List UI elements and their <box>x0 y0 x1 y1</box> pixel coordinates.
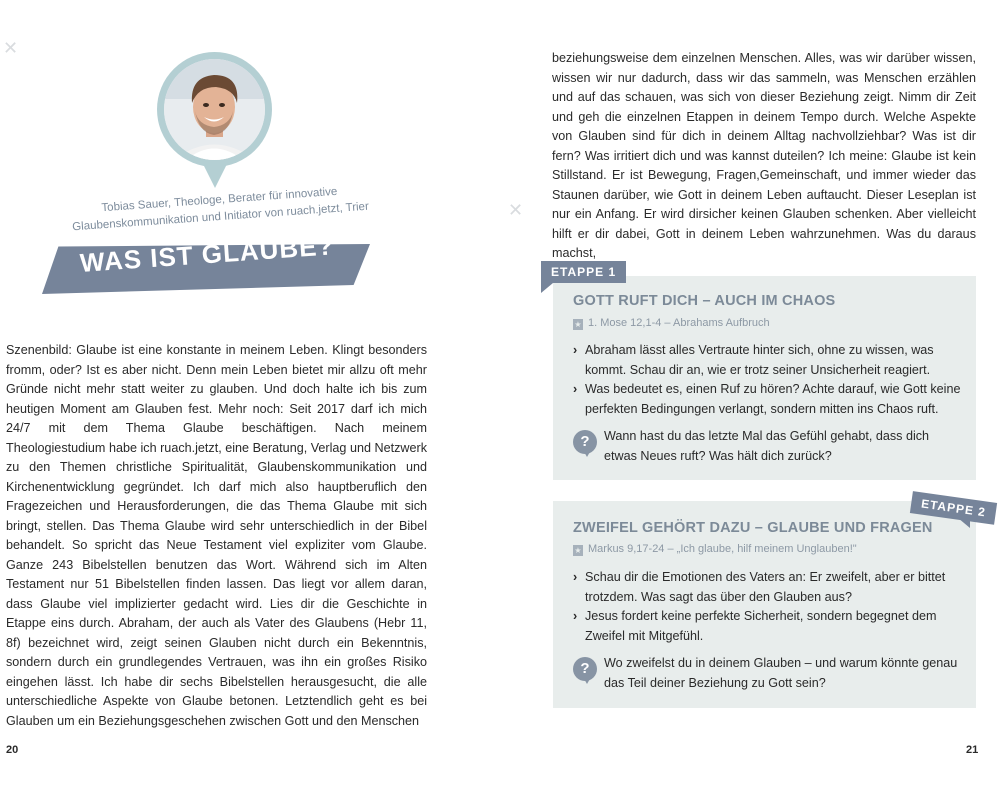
close-mark-icon: ✕ <box>508 200 524 221</box>
close-mark-icon: ✕ <box>3 38 19 59</box>
author-photo <box>164 59 265 160</box>
stage-bullets <box>573 341 965 419</box>
body-paragraph: beziehungsweise dem einzelnen Menschen. Alles, was wir darüber wissen, wissen wir nur dadurch, dass wir das sammeln, was Menschen erzählen und auf das schauen, was sich von dieser Beziehung zeigt. Nimm dir Zeit und geh die einzelnen Etappen in deinem Tempo durch. Welche Aspekte von Glauben sind für dich in deinem Alltag nachvollziehbar? Was ist dir fern? Was irritiert dich und was kannst duteilen? Ich meine: Glaube ist kein Stillstand. Er ist Bewegung, Fragen,Gemeinschaft, und immer wieder das Staunen darüber, wie Gott in deinem Leben auftaucht. Dieser Leseplan ist nur ein Anfang. Er wird dirsicher keinen Glauben schenken. Aber vielleicht hilft er dir dabei, Gott in deinem Leben wahrzunehmen. Was du daraus machst, <box>552 51 976 260</box>
list-item: › Schau dir die Emotionen des Vaters an: Er zweifelt, aber er bittet trotzdem. Was sagt das über den Glauben aus? <box>573 568 965 607</box>
bookmark-icon: ★ <box>574 320 582 329</box>
list-item: › Was bedeutet es, einen Ruf zu hören? Achte darauf, wie Gott keine perfekten Bedingungen verlangt, sondern mitten ins Chaos ruft. <box>573 380 965 419</box>
question-bubble-icon: ? <box>573 430 597 454</box>
stage-question: ? Wann hast du das letzte Mal das Gefühl gehabt, dass dich etwas Neues ruft? Was hält dich zurück? <box>573 427 963 466</box>
stage-title: ZWEIFEL GEHÖRT DAZU – GLAUBE UND FRAGEN <box>573 520 933 536</box>
list-item: › Abraham lässt alles Vertraute hinter sich, ohne zu wissen, was kommt. Schau dir an, wie er trotz seiner Unsicherheit reagiert. <box>573 341 965 380</box>
stage-title: GOTT RUFT DICH – AUCH IM CHAOS <box>573 293 836 309</box>
stage-reference: ★ Markus 9,17-24 – „Ich glaube, hilf meinem Unglauben!" <box>574 543 857 555</box>
stage-bullets <box>573 568 965 646</box>
page-number-left: 20 <box>6 744 19 756</box>
body-text-right <box>552 49 976 264</box>
stage-tag-1: ETAPPE 1 <box>541 261 626 283</box>
right-page <box>500 0 1000 800</box>
page-number-right: 21 <box>966 744 979 756</box>
stage-tag-2: ETAPPE 2 <box>910 491 997 525</box>
bookmark-icon: ★ <box>574 546 582 555</box>
body-text-left <box>6 341 427 731</box>
question-bubble-icon: ? <box>573 657 597 681</box>
list-item: › Jesus fordert keine perfekte Sicherheit, sondern begegnet dem Zweifel mit Mitgefühl. <box>573 607 965 646</box>
page-title: WAS IST GLAUBE? <box>78 230 336 278</box>
body-paragraph: Szenenbild: Glaube ist eine konstante in meinem Leben. Klingt besonders fromm, oder? Ist es aber nicht. Denn mein Leben bietet mir allzu oft mehr Gründe nicht mehr statt weiter zu glauben. Und doch halte ich bis zum heutigen Moment am Glauben fest. Mehr noch: Seit 2017 darf ich mich 24/7 mit dem Thema Glaube beschäftigen. Nach meinem Theologiestudium habe ich ruach.jetzt, eine Beratung, Verlag und Netzwerk zu den Themen christliche Spiritualität, Glaubenskommunikation und Kirchenentwicklung gegründet. Ich darf mich also hauptberuflich den Fragezeichen und Herausforderungen, die das Thema Glaube mit sich bringt, stellen. Das Thema Glaube wird sehr unterschiedlich in der Bibel behandelt. So spricht das Neue Testament viel expliziter vom Glaube. Ganze 243 Bibelstellen benutzen das Wort. Während sich im Alten Testament nur 51 Bibelstellen finden lassen. Das liegt vor allem daran, dass Glaube viel implizierter gedacht wird. Lies dir die Geschichte in Etappe eins durch. Abraham, der auch als Vater des Glaubens (Hebr 11, 8f) bezeichnet wird, zeigt seinen Glauben nicht durch ein Bekenntnis, sondern durch ein grundlegendes Vertrauen, was ihn ein großes Risiko eingehen lässt. Ich habe dir sechs Bibelstellen herausgesucht, die alle unterschiedliche Aspekte von Glaube betonen. Letztendlich geht es bei Glauben um ein Beziehungsgeschehen zwischen Gott und den Menschen <box>6 343 427 728</box>
stage-box-1 <box>553 276 976 480</box>
stage-box-2 <box>553 501 976 708</box>
stage-reference: ★ 1. Mose 12,1-4 – Abrahams Aufbruch <box>574 317 770 329</box>
author-caption: Tobias Sauer, Theologe, Berater für innovative Glaubenskommunikation und Initiator von ruach.jetzt, Trier <box>71 185 370 234</box>
stage-question: ? Wo zweifelst du in deinem Glauben – und warum könnte genau das Teil deiner Beziehung zu Gott sein? <box>573 654 963 693</box>
author-avatar <box>157 52 272 190</box>
